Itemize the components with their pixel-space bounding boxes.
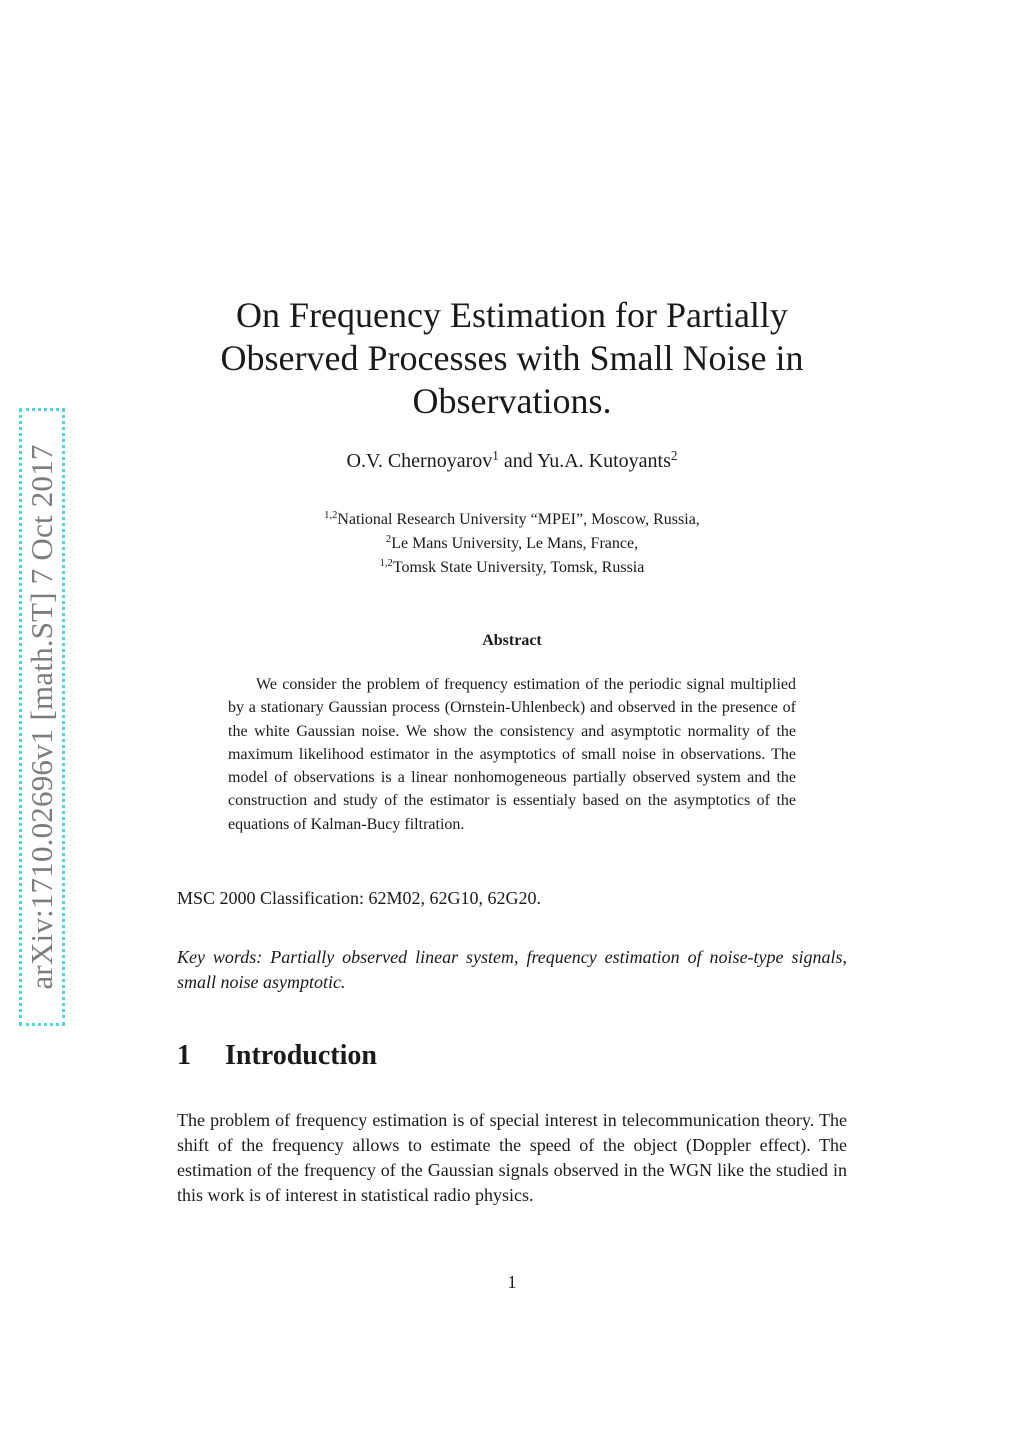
keywords-label: Key words: [177, 947, 257, 967]
arxiv-identifier: arXiv:1710.02696v1 [math.ST] 7 Oct 2017: [24, 444, 59, 990]
affiliation-mark: 2: [385, 534, 392, 546]
arxiv-stamp: [19, 408, 65, 1026]
affiliation: [200, 532, 824, 556]
msc-classification: MSC 2000 Classification: 62M02, 62G10, 62G20.: [177, 888, 542, 908]
title-line: On Frequency Estimation for Partially: [236, 295, 788, 335]
affiliation-mark: 1,2: [324, 510, 338, 522]
section-heading: [177, 1040, 847, 1072]
affiliation-text: Le Mans University, Le Mans, France,: [391, 535, 639, 552]
keywords: [177, 945, 847, 995]
affiliation: [200, 508, 824, 532]
paper-title: [200, 294, 824, 423]
affiliation-mark: 1,2: [379, 558, 393, 570]
section-title: Introduction: [225, 1040, 377, 1071]
title-line: Observed Processes with Small Noise in: [220, 338, 804, 378]
affiliation: [200, 556, 824, 580]
author-name: O.V. Chernoyarov: [346, 450, 493, 472]
abstract-heading: Abstract: [482, 632, 542, 649]
title-line: Observations.: [412, 381, 612, 421]
section-number: 1: [177, 1040, 191, 1071]
author-affiliation-mark: 1: [492, 447, 499, 463]
author-list: [200, 447, 824, 473]
page-number: 1: [507, 1272, 517, 1292]
affiliation-list: [200, 508, 824, 580]
author-connector: and: [498, 450, 537, 472]
affiliation-text: National Research University “MPEI”, Moscow, Russia,: [337, 511, 700, 528]
author-affiliation-mark: 2: [670, 447, 678, 463]
intro-paragraph: The problem of frequency estimation is of special interest in telecommunication theory. The shift of the frequency allows to estimate the speed of the object (Doppler effect). The estimation of the frequency of the Gaussian signals observed in the WGN like the studied in this work is of interest in statistical radio physics.: [177, 1110, 847, 1205]
author-name: Yu.A. Kutoyants: [536, 450, 671, 472]
affiliation-text: Tomsk State University, Tomsk, Russia: [392, 559, 645, 576]
keywords-text: : Partially observed linear system, frequency estimation of noise-type signals, small noise asymptotic.: [177, 947, 847, 992]
abstract-text: We consider the problem of frequency estimation of the periodic signal multiplied by a stationary Gaussian process (Ornstein-Uhlenbeck) and observed in the presence of the white Gaussian noise. We show the consistency and asymptotic normality of the maximum likelihood estimator in the asymptotics of small noise in observations. The model of observations is a linear nonhomogeneous partially observed system and the construction and study of the estimator is essentialy based on the asymptotics of the equations of Kalman-Bucy filtration.: [228, 676, 796, 833]
